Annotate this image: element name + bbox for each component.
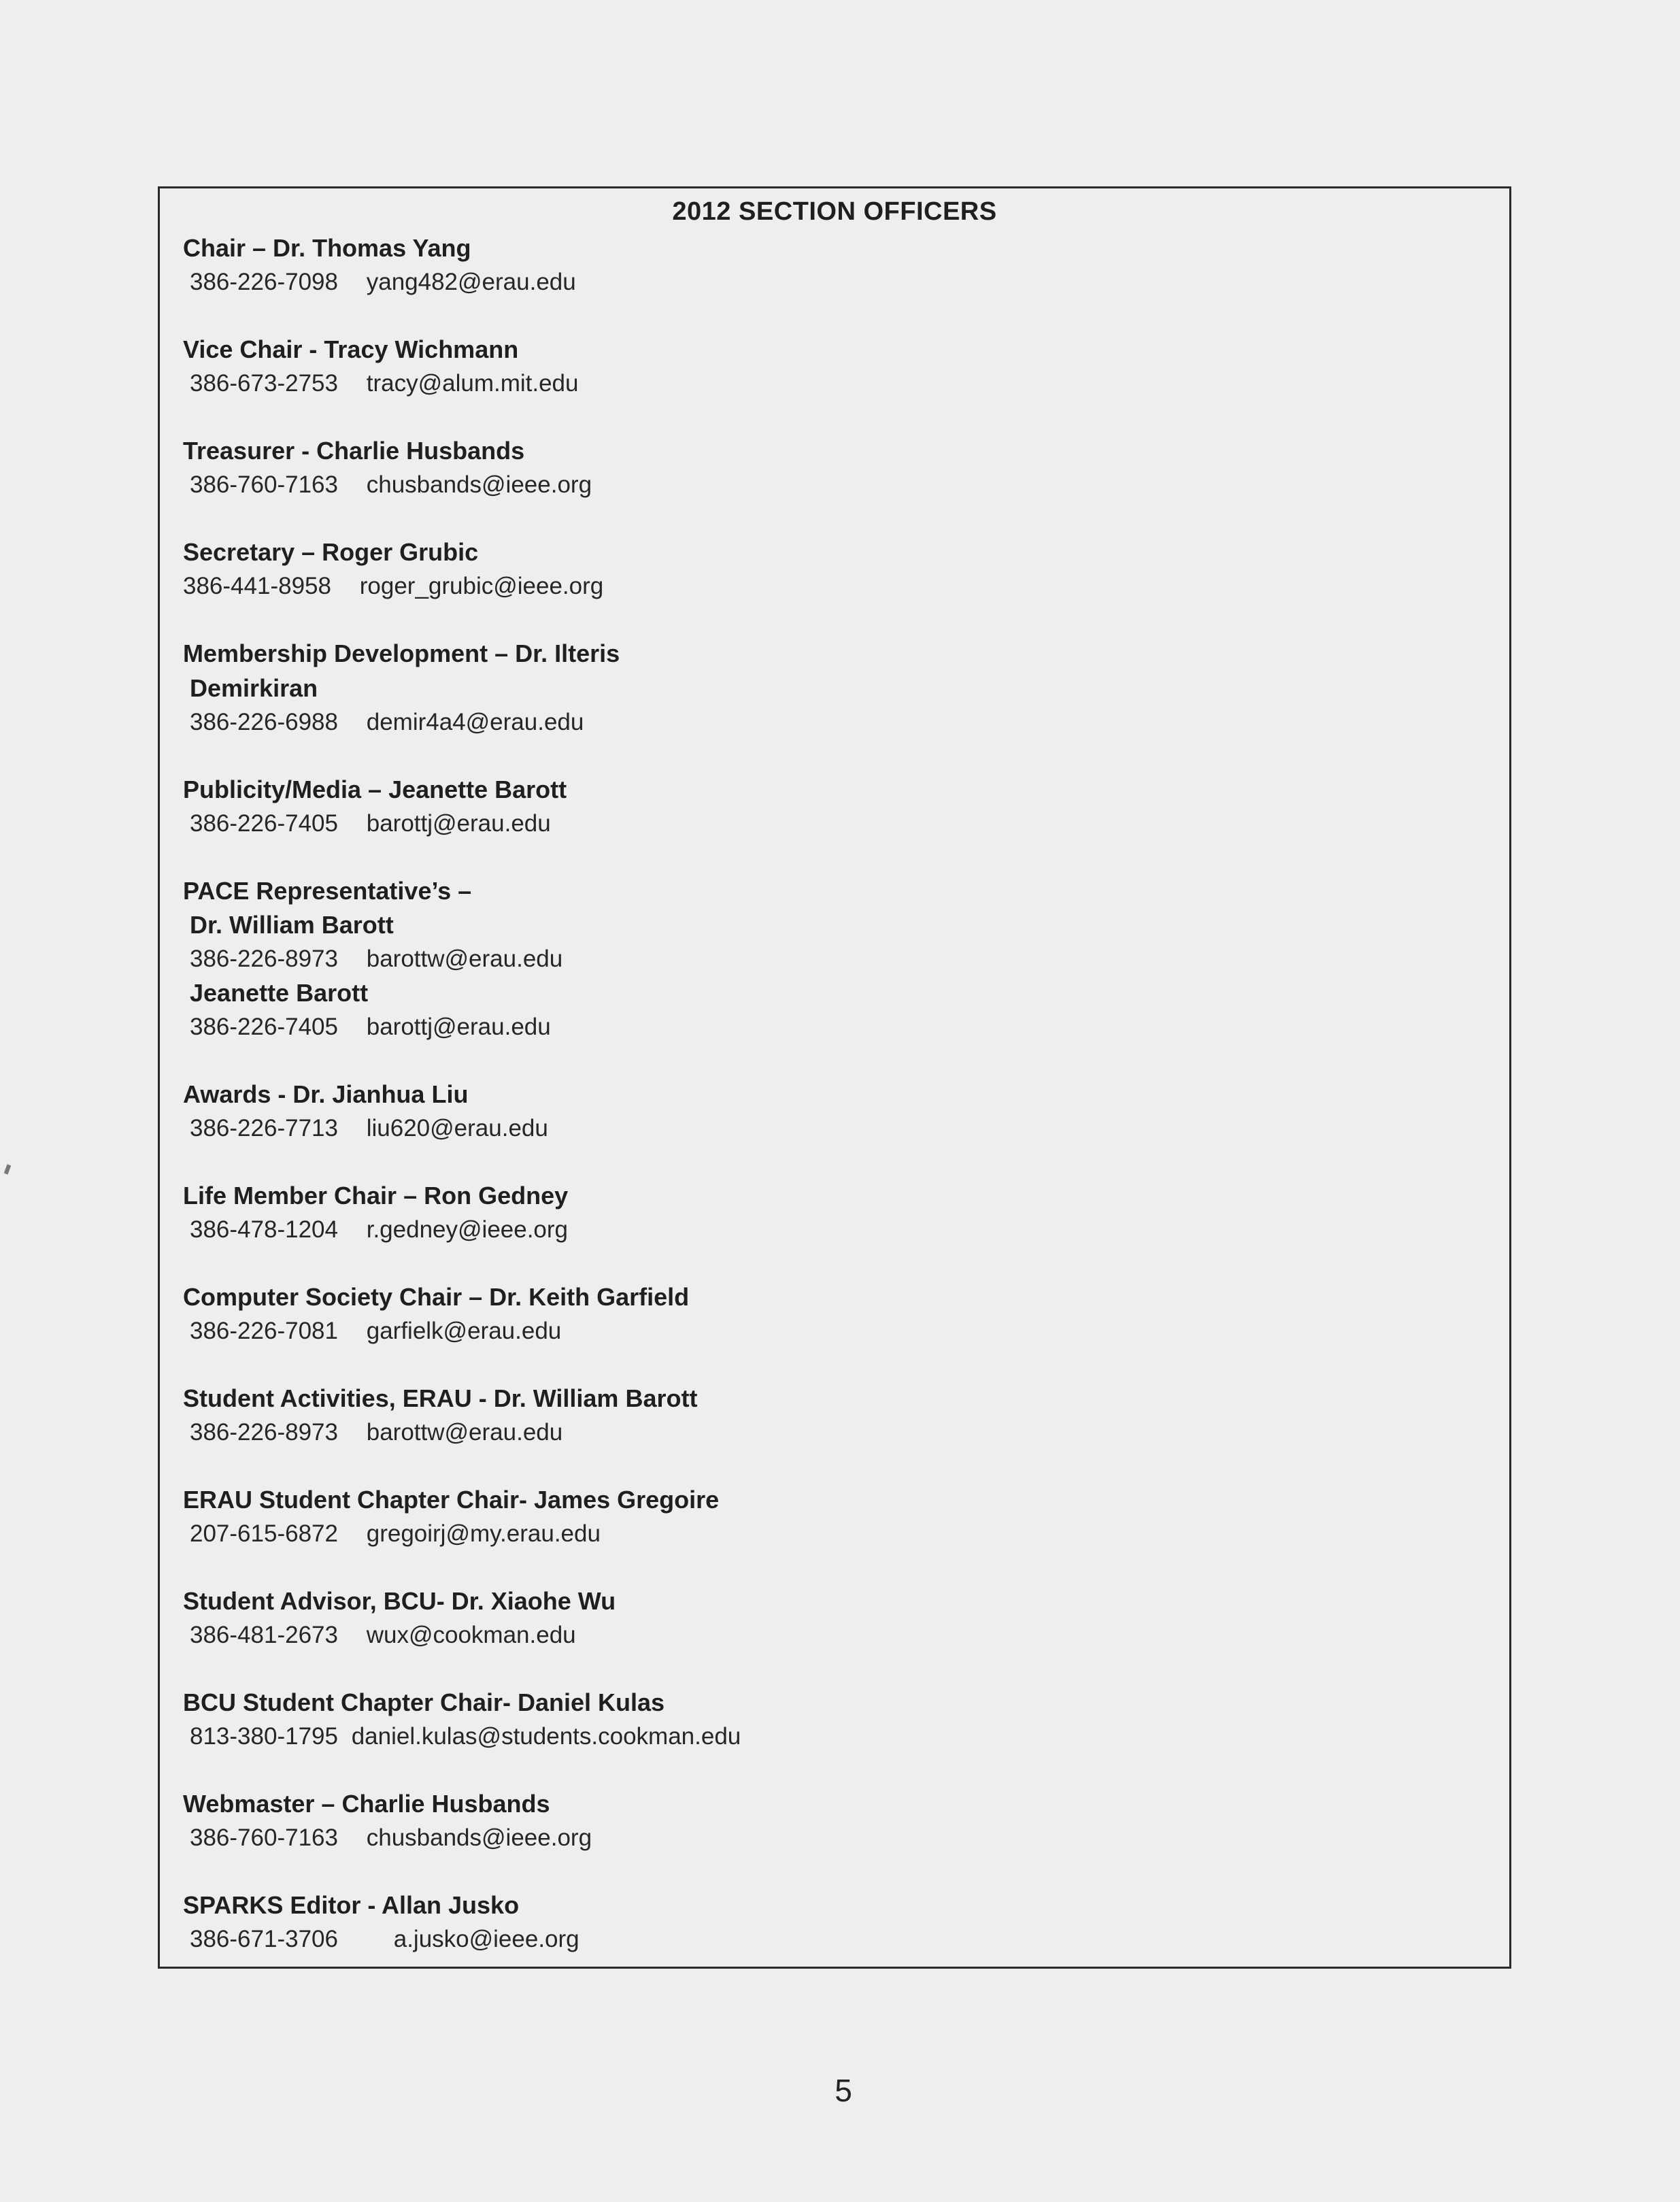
- email-address: barottw@erau.edu: [366, 1419, 563, 1446]
- officer-title: Vice Chair - Tracy Wichmann: [183, 335, 519, 363]
- email-address: yang482@erau.edu: [366, 269, 576, 295]
- email-address: liu620@erau.edu: [366, 1115, 548, 1141]
- officer-title: Webmaster – Charlie Husbands: [183, 1790, 550, 1818]
- officer-contact: [183, 1213, 1067, 1247]
- officer-contact: [183, 807, 1067, 841]
- officer-title: Publicity/Media – Jeanette Barott: [183, 775, 567, 803]
- officer-contact: [183, 1517, 1067, 1551]
- phone-number: 386-441-8958: [183, 573, 331, 599]
- officer-entry-awards: [183, 1077, 1067, 1146]
- phone-number: 386-226-6988: [190, 709, 338, 735]
- representative-contact: [183, 942, 1067, 976]
- officer-entry-student-activities-erau: [183, 1381, 1067, 1450]
- officer-entry-treasurer: [183, 433, 1067, 502]
- officer-contact: [183, 1618, 1067, 1652]
- officer-title: BCU Student Chapter Chair- Daniel Kulas: [183, 1688, 665, 1716]
- officer-contact: [183, 468, 1067, 502]
- email-address: barottw@erau.edu: [366, 946, 563, 972]
- email-address: barottj@erau.edu: [366, 1014, 551, 1040]
- phone-number: 386-481-2673: [190, 1622, 338, 1648]
- email-address: chusbands@ieee.org: [366, 1824, 592, 1851]
- officer-list: [183, 231, 1067, 1956]
- officer-contact: [183, 1314, 1067, 1348]
- officer-entry-computer-society-chair: [183, 1280, 1067, 1348]
- email-address: a.jusko@ieee.org: [393, 1926, 579, 1952]
- phone-number: 207-615-6872: [190, 1520, 338, 1547]
- officer-title: Awards - Dr. Jianhua Liu: [183, 1080, 469, 1108]
- officer-entry-webmaster: [183, 1786, 1067, 1855]
- officer-entry-erau-student-chapter-chair: [183, 1482, 1067, 1551]
- officer-contact: [183, 1720, 1067, 1754]
- phone-number: 386-478-1204: [190, 1216, 338, 1243]
- officer-contact: [183, 1821, 1067, 1855]
- phone-number: 386-226-7405: [190, 1014, 338, 1040]
- officer-title: Secretary – Roger Grubic: [183, 538, 479, 566]
- email-address: r.gedney@ieee.org: [366, 1216, 569, 1243]
- officer-entry-life-member-chair: [183, 1178, 1067, 1247]
- phone-number: 386-226-8973: [190, 1419, 338, 1446]
- officer-entry-vice-chair: [183, 332, 1067, 401]
- phone-number: 386-760-7163: [190, 1824, 338, 1851]
- officer-contact: [183, 367, 1067, 401]
- officer-title: Student Activities, ERAU - Dr. William Barott: [183, 1384, 698, 1412]
- officer-title: SPARKS Editor - Allan Jusko: [183, 1891, 520, 1919]
- officer-entry-sparks-editor: [183, 1888, 1067, 1956]
- officer-entry-publicity-media: [183, 772, 1067, 841]
- section-officers-heading: [160, 197, 1509, 228]
- email-address: chusbands@ieee.org: [366, 471, 592, 498]
- phone-number: 386-226-8973: [190, 946, 338, 972]
- officer-entry-chair: [183, 231, 1067, 299]
- officer-title: Life Member Chair – Ron Gedney: [183, 1182, 569, 1210]
- representative-contact: [183, 1010, 1067, 1044]
- officer-title: PACE Representative’s –: [183, 877, 472, 905]
- phone-number: 386-673-2753: [190, 370, 338, 397]
- phone-number: 386-226-7081: [190, 1318, 338, 1344]
- officer-contact: [183, 705, 1067, 739]
- heading-text: 2012 SECTION OFFICERS: [672, 197, 997, 226]
- officer-title: Student Advisor, BCU- Dr. Xiaohe Wu: [183, 1587, 616, 1615]
- officer-title: Computer Society Chair – Dr. Keith Garfield: [183, 1283, 690, 1311]
- section-officers-box: [158, 186, 1511, 1969]
- officer-entry-secretary: [183, 535, 1067, 603]
- phone-number: 386-226-7713: [190, 1115, 338, 1141]
- officer-entry-membership-development: [183, 636, 1067, 739]
- officer-contact: [183, 265, 1067, 299]
- email-address: gregoirj@my.erau.edu: [366, 1520, 601, 1547]
- officer-entry-pace-representatives: [183, 873, 1067, 1044]
- officer-contact: [183, 1922, 1067, 1956]
- email-address: roger_grubic@ieee.org: [359, 573, 604, 599]
- officer-contact: [183, 1416, 1067, 1450]
- email-address: tracy@alum.mit.edu: [366, 370, 579, 397]
- phone-number: 386-226-7405: [190, 810, 338, 837]
- officer-title: Treasurer - Charlie Husbands: [183, 437, 525, 465]
- officer-contact: [183, 1112, 1067, 1146]
- phone-number: 386-760-7163: [190, 471, 338, 498]
- representative-name: Dr. William Barott: [190, 911, 394, 939]
- email-address: daniel.kulas@students.cookman.edu: [351, 1723, 741, 1750]
- email-address: demir4a4@erau.edu: [366, 709, 584, 735]
- phone-number: 386-226-7098: [190, 269, 338, 295]
- email-address: wux@cookman.edu: [366, 1622, 576, 1648]
- officer-entry-student-advisor-bcu: [183, 1584, 1067, 1652]
- email-address: barottj@erau.edu: [366, 810, 551, 837]
- scan-speck: [4, 1164, 11, 1174]
- officer-contact: [183, 569, 1067, 603]
- officer-title: Chair – Dr. Thomas Yang: [183, 234, 471, 262]
- officer-title-continued: Demirkiran: [190, 674, 318, 702]
- page-number: 5: [835, 2073, 852, 2108]
- email-address: garfielk@erau.edu: [366, 1318, 562, 1344]
- officer-title: ERAU Student Chapter Chair- James Gregoire: [183, 1486, 720, 1514]
- representative-name: Jeanette Barott: [190, 979, 369, 1007]
- officer-entry-bcu-student-chapter-chair: [183, 1685, 1067, 1754]
- phone-number: 386-671-3706: [190, 1926, 338, 1952]
- phone-number: 813-380-1795: [190, 1723, 338, 1750]
- officer-title: Membership Development – Dr. Ilteris: [183, 639, 620, 667]
